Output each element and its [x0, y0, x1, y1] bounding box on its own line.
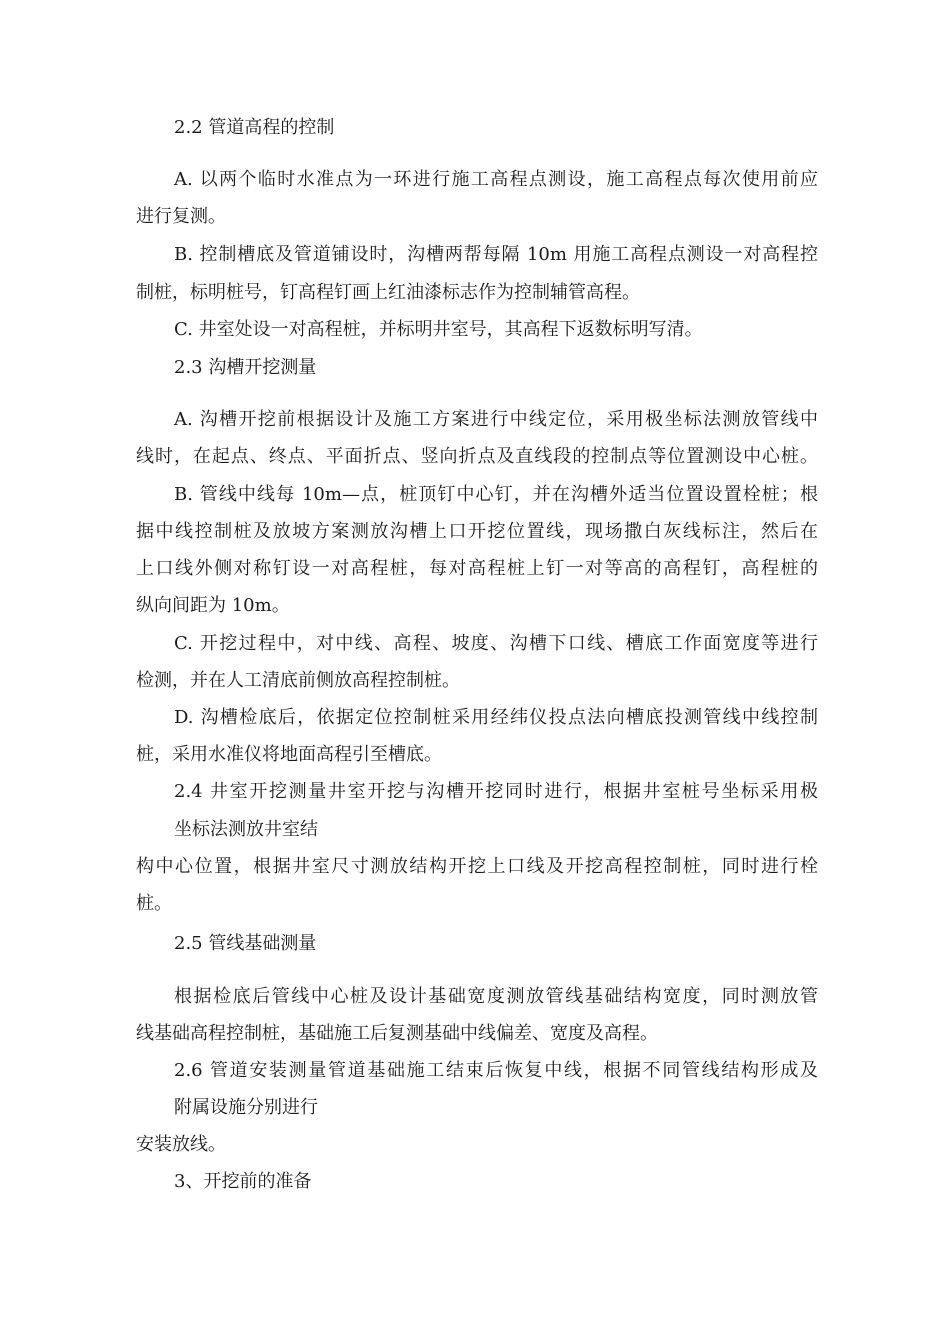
paragraph-line: B. 管线中线每 10m—点，桩顶钉中心钉，并在沟槽外适当位置设置栓桩；根: [174, 484, 818, 505]
paragraph-line: 安装放线。: [136, 1134, 226, 1155]
paragraph-line: 线基础高程控制桩，基础施工后复测基础中线偏差、宽度及高程。: [136, 1023, 658, 1044]
heading-3: 3、开挖前的准备: [174, 1171, 312, 1192]
paragraph-line: 构中心位置，根据井室尺寸测放结构开挖上口线及开挖高程控制桩，同时进行栓: [136, 856, 818, 877]
paragraph-line: 桩。: [136, 893, 172, 914]
paragraph-line: 据中线控制桩及放坡方案测放沟槽上口开挖位置线，现场撒白灰线标注，然后在: [136, 521, 818, 542]
heading-2-3: 2.3 沟槽开挖测量: [174, 357, 317, 378]
paragraph-line: 坐标法测放井室结: [174, 819, 318, 840]
paragraph-line: 线时，在起点、终点、平面折点、竖向折点及直线段的控制点等位置测设中心桩。: [136, 446, 818, 467]
paragraph-line: B. 控制槽底及管道铺设时，沟槽两帮每隔 10m 用施工高程点测设一对高程控: [174, 244, 818, 265]
paragraph-line: C. 井室处设一对高程桩，并标明井室号，其高程下返数标明写清。: [174, 319, 703, 340]
heading-2-4: 2.4 井室开挖测量井室开挖与沟槽开挖同时进行，根据井室桩号坐标采用极: [174, 781, 818, 802]
paragraph-line: A. 沟槽开挖前根据设计及施工方案进行中线定位，采用极坐标法测放管线中: [174, 409, 818, 430]
paragraph-line: C. 开挖过程中，对中线、高程、坡度、沟槽下口线、槽底工作面宽度等进行: [174, 633, 818, 654]
heading-2-2: 2.2 管道高程的控制: [174, 117, 335, 138]
paragraph-line: 上口线外侧对称钉设一对高程桩，每对高程桩上钉一对等高的高程钉，高程桩的: [136, 558, 818, 579]
paragraph-line: 桩，采用水准仪将地面高程引至槽底。: [136, 744, 442, 765]
heading-2-6: 2.6 管道安装测量管道基础施工结束后恢复中线，根据不同管线结构形成及: [174, 1060, 818, 1081]
paragraph-line: 进行复测。: [136, 206, 226, 227]
paragraph-line: A. 以两个临时水准点为一环进行施工高程点测设，施工高程点每次使用前应: [174, 169, 818, 190]
paragraph-line: D. 沟槽检底后，依据定位控制桩采用经纬仪投点法向槽底投测管线中线控制: [174, 707, 818, 728]
heading-2-5: 2.5 管线基础测量: [174, 933, 317, 954]
paragraph-line: 根据检底后管线中心桩及设计基础宽度测放管线基础结构宽度，同时测放管: [174, 986, 818, 1007]
paragraph-line: 制桩，标明桩号，钉高程钉画上红油漆标志作为控制辅管高程。: [136, 282, 640, 303]
paragraph-line: 附属设施分别进行: [174, 1097, 318, 1118]
paragraph-line: 纵向间距为 10m。: [136, 595, 290, 616]
paragraph-line: 检测，并在人工清底前侧放高程控制桩。: [136, 670, 460, 691]
